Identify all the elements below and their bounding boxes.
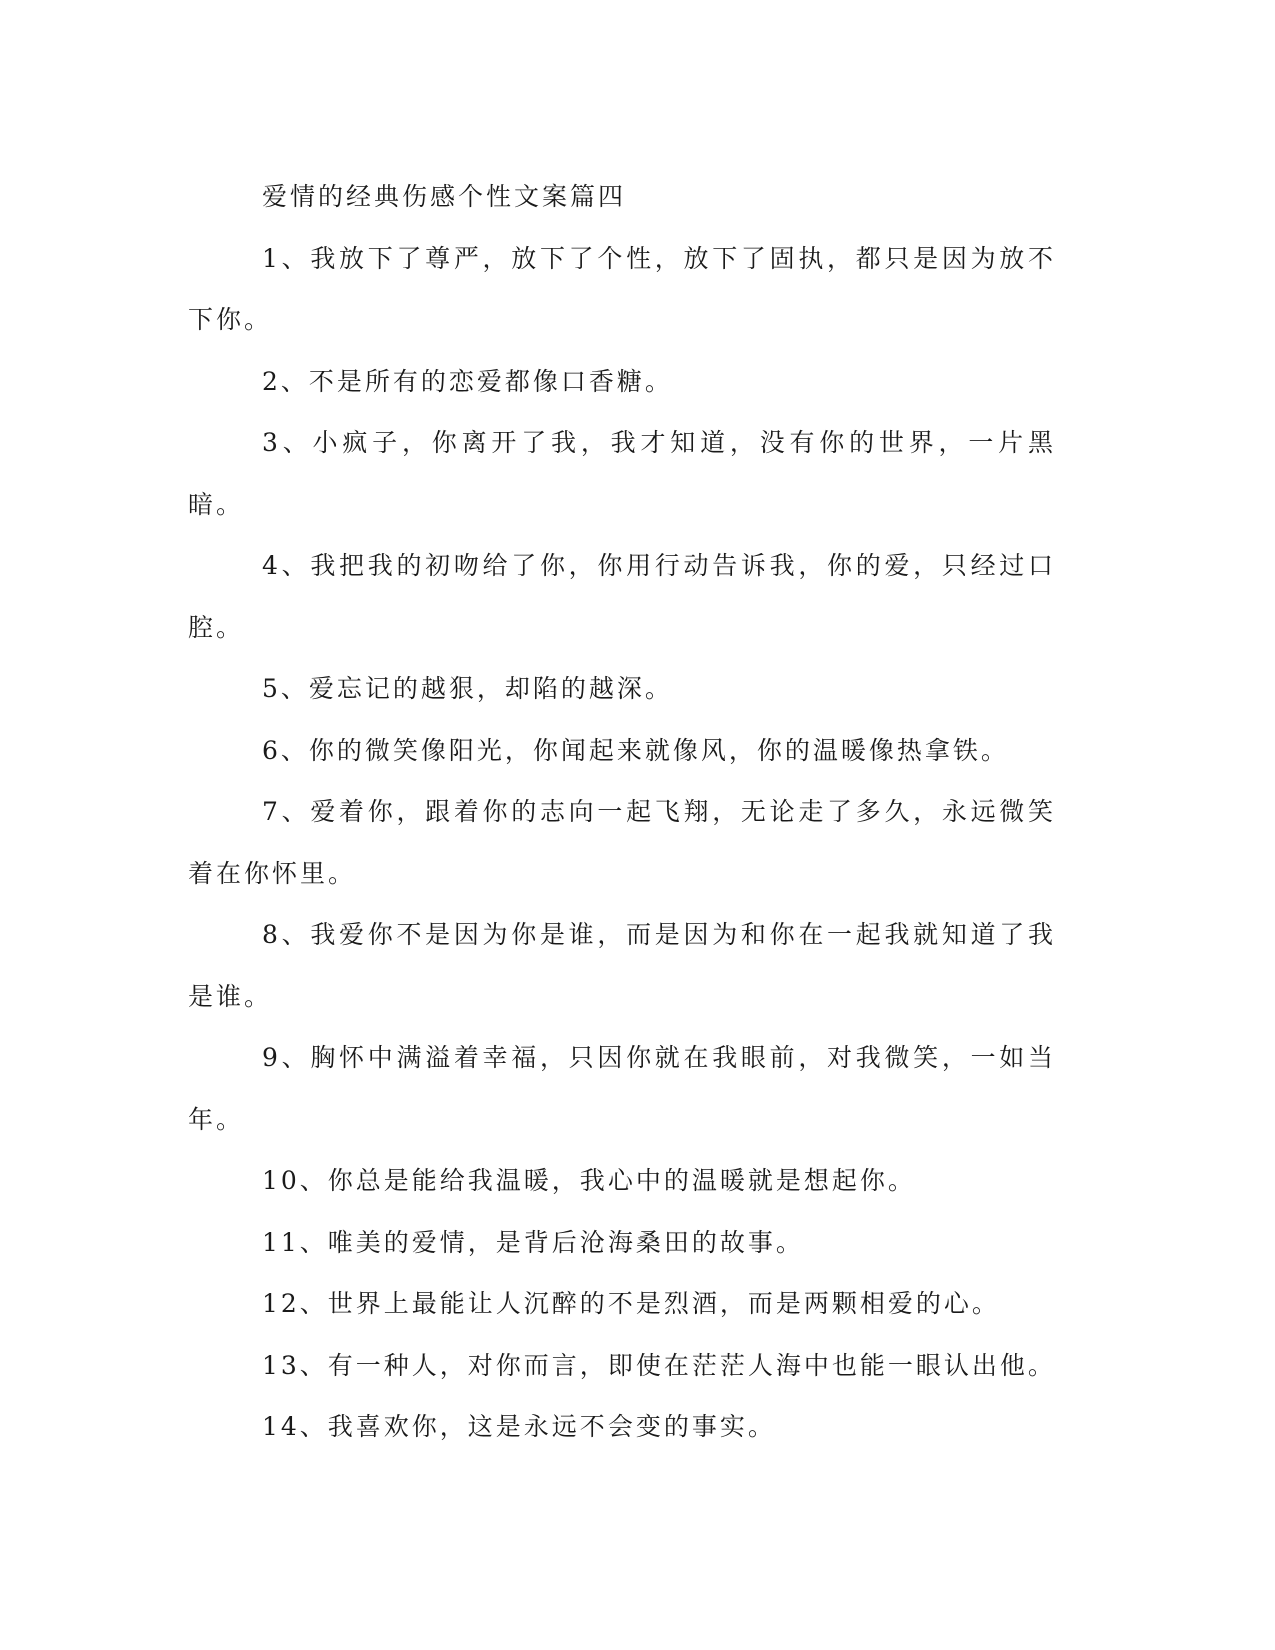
- document-title: 爱情的经典伤感个性文案篇四: [262, 182, 627, 211]
- list-item: 3、小疯子，你离开了我，我才知道，没有你的世界，一片黑暗。: [188, 428, 1056, 519]
- list-item: 5、爱忘记的越狠，却陷的越深。: [262, 674, 673, 703]
- list-item: 9、胸怀中满溢着幸福，只因你就在我眼前，对我微笑，一如当年。: [188, 1043, 1056, 1134]
- list-item: 11、唯美的爱情，是背后沧海桑田的故事。: [262, 1227, 804, 1257]
- list-item: 2、不是所有的恋爱都像口香糖。: [262, 366, 673, 396]
- list-item: 12、世界上最能让人沉醉的不是烈酒，而是两颗相爱的心。: [262, 1289, 1000, 1318]
- list-item: 8、我爱你不是因为你是谁，而是因为和你在一起我就知道了我是谁。: [188, 920, 1056, 1011]
- list-item: 4、我把我的初吻给了你，你用行动告诉我，你的爱，只经过口腔。: [188, 551, 1056, 642]
- list-item: 13、有一种人，对你而言，即使在茫茫人海中也能一眼认出他。: [262, 1350, 1056, 1380]
- list-item: 14、我喜欢你，这是永远不会变的事实。: [262, 1412, 776, 1441]
- list-item: 10、你总是能给我温暖，我心中的温暖就是想起你。: [262, 1166, 916, 1195]
- document-body: [188, 166, 1056, 1458]
- list-item: 7、爱着你，跟着你的志向一起飞翔，无论走了多久，永远微笑着在你怀里。: [188, 797, 1056, 888]
- list-item: 1、我放下了尊严，放下了个性，放下了固执，都只是因为放不下你。: [188, 243, 1056, 334]
- list-item: 6、你的微笑像阳光，你闻起来就像风，你的温暖像热拿铁。: [262, 735, 1009, 765]
